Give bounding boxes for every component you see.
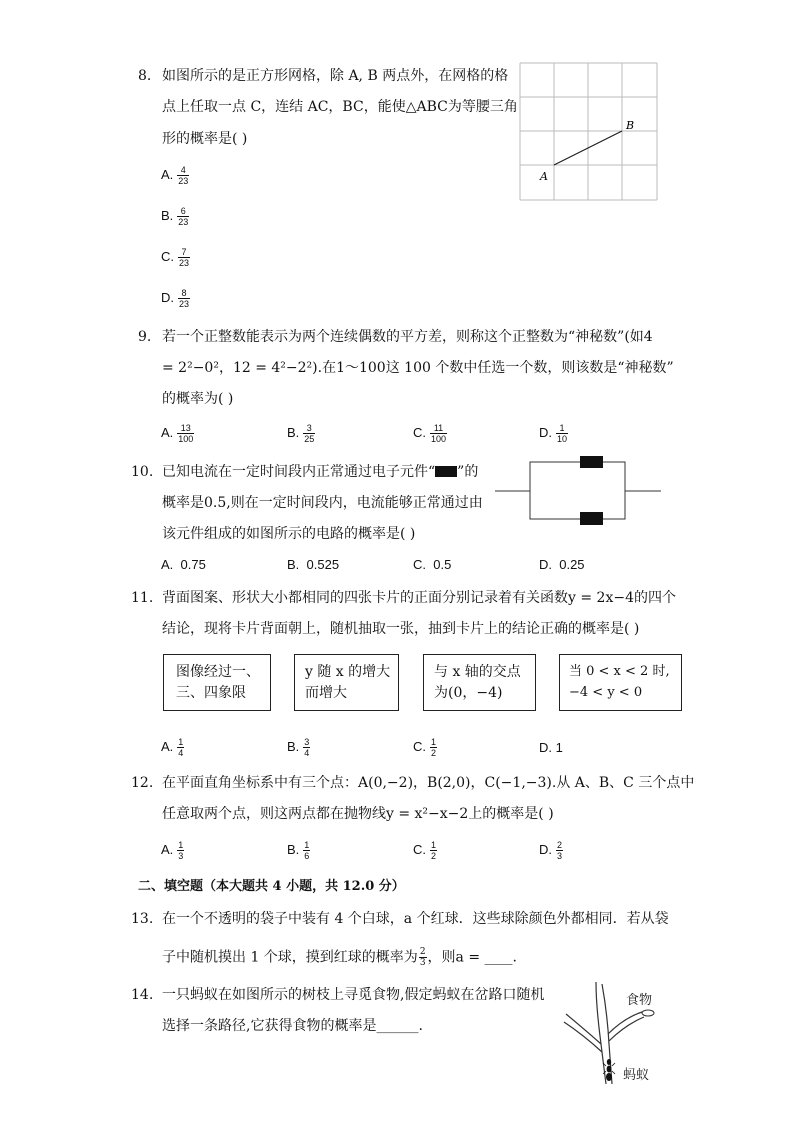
q8-option-a[interactable]: A. $\frac{4}{23}$ <box>161 165 189 186</box>
q8-grid-figure <box>519 62 661 204</box>
ant-label: 蚂蚁 <box>623 1068 650 1083</box>
q14-text-line2: 选择一条路径,它获得食物的概率是______. <box>162 1018 423 1034</box>
food-icon <box>642 1010 654 1016</box>
q8-option-c[interactable]: C. $\frac{7}{23}$ <box>161 247 190 268</box>
q12-option-b[interactable]: B. $\frac{1}{6}$ <box>287 840 310 861</box>
circuit-element-top <box>580 456 603 468</box>
q11-card-3: 与 x 轴的交点 为(0，−4) <box>423 654 536 711</box>
food-label: 食物 <box>626 993 653 1008</box>
q9-option-c[interactable]: C. $\frac{11}{100}$ <box>413 423 447 444</box>
q9-option-a[interactable]: A. $\frac{13}{100}$ <box>161 423 194 444</box>
element-symbol <box>435 466 457 477</box>
q10-option-a[interactable]: A. 0.75 <box>161 557 206 572</box>
q8-text-line1: 如图所示的是正方形网格，除 A, B 两点外，在网格的格 <box>162 68 509 84</box>
q13-text-line1: 在一个不透明的袋子中装有 4 个白球，a 个红球．这些球除颜色外都相同．若从袋 <box>162 911 669 927</box>
point-a-label: A <box>540 170 548 183</box>
q11-option-d[interactable]: D. 1 <box>539 740 563 755</box>
q10-text-line1: 已知电流在一定时间段内正常通过电子元件“ ”的 <box>162 464 479 480</box>
q9-text-line1: 若一个正整数能表示为两个连续偶数的平方差，则称这个正整数为“神秘数”(如4 <box>162 329 653 345</box>
q14-tree-branch-figure <box>560 978 666 1086</box>
q14-number: 14. <box>131 987 154 1003</box>
q11-text-line1: 背面图案、形状大小都相同的四张卡片的正面分别记录着有关函数y = 2x−4的四个 <box>162 590 676 606</box>
section-heading-fill-in: 二、填空题（本大题共 4 小题，共 12.0 分） <box>138 879 405 894</box>
q10-option-b[interactable]: B. 0.525 <box>287 557 340 572</box>
point-b-label: B <box>626 119 635 132</box>
q10-number: 10. <box>131 464 154 480</box>
q10-option-c[interactable]: C. 0.5 <box>413 557 452 572</box>
q11-text-line2: 结论，现将卡片背面朝上，随机抽取一张，抽到卡片上的结论正确的概率是( ) <box>162 621 640 637</box>
q12-option-d[interactable]: D. $\frac{2}{3}$ <box>539 840 563 861</box>
q12-text-line2: 任意取两个点，则这两点都在抛物线y = x²−x−2上的概率是( ) <box>162 806 554 822</box>
q12-number: 12. <box>131 775 154 791</box>
q10-circuit-diagram <box>495 452 661 530</box>
q8-option-d[interactable]: D. $\frac{8}{23}$ <box>161 288 190 309</box>
q11-option-a[interactable]: A. $\frac{1}{4}$ <box>161 737 184 758</box>
q12-option-a[interactable]: A. $\frac{1}{3}$ <box>161 840 184 861</box>
q8-option-b[interactable]: B. $\frac{6}{23}$ <box>161 206 189 227</box>
q8-text-line3: 形的概率是( ) <box>162 131 248 147</box>
q9-text-line2: = 2²−0²，12 = 4²−2²).在1～100这 100 个数中任选一个数，则该数是“神秘数” <box>162 360 674 376</box>
q11-card-2: y 随 x 的增大 而增大 <box>294 654 399 711</box>
q9-text-line3: 的概率为( ) <box>162 391 234 407</box>
q11-card-4: 当 0 < x < 2 时, −4 < y < 0 <box>559 654 682 711</box>
q9-option-d[interactable]: D. $\frac{1}{10}$ <box>539 423 568 444</box>
q9-option-b[interactable]: B. $\frac{3}{25}$ <box>287 423 315 444</box>
q8-number: 8. <box>138 68 152 84</box>
q11-option-c[interactable]: C. $\frac{1}{2}$ <box>413 737 437 758</box>
q12-option-c[interactable]: C. $\frac{1}{2}$ <box>413 840 437 861</box>
q13-text-line2: 子中随机摸出 1 个球，摸到红球的概率为 $\frac{2}{3}$ ，则a = ____. <box>162 947 517 968</box>
q11-option-b[interactable]: B. $\frac{3}{4}$ <box>287 737 310 758</box>
circuit-element-bottom <box>580 512 603 525</box>
q10-option-d[interactable]: D. 0.25 <box>539 557 585 572</box>
q11-number: 11. <box>131 590 154 606</box>
q8-text-line2: 点上任取一点 C，连结 AC，BC，能使△ABC为等腰三角 <box>162 99 518 115</box>
q11-card-1: 图像经过一、 三、四象限 <box>163 654 271 711</box>
q13-number: 13. <box>131 911 154 927</box>
q14-text-line1: 一只蚂蚁在如图所示的树枝上寻觅食物,假定蚂蚁在岔路口随机 <box>162 987 545 1003</box>
q10-text-line3: 该元件组成的如图所示的电路的概率是( ) <box>162 526 416 542</box>
q12-text-line1: 在平面直角坐标系中有三个点：A(0,−2)，B(2,0)，C(−1,−3).从 A、B、C 三个点中 <box>162 775 695 791</box>
q10-text-line2: 概率是0.5,则在一定时间段内，电流能够正常通过由 <box>162 495 483 511</box>
q9-number: 9. <box>138 329 152 345</box>
